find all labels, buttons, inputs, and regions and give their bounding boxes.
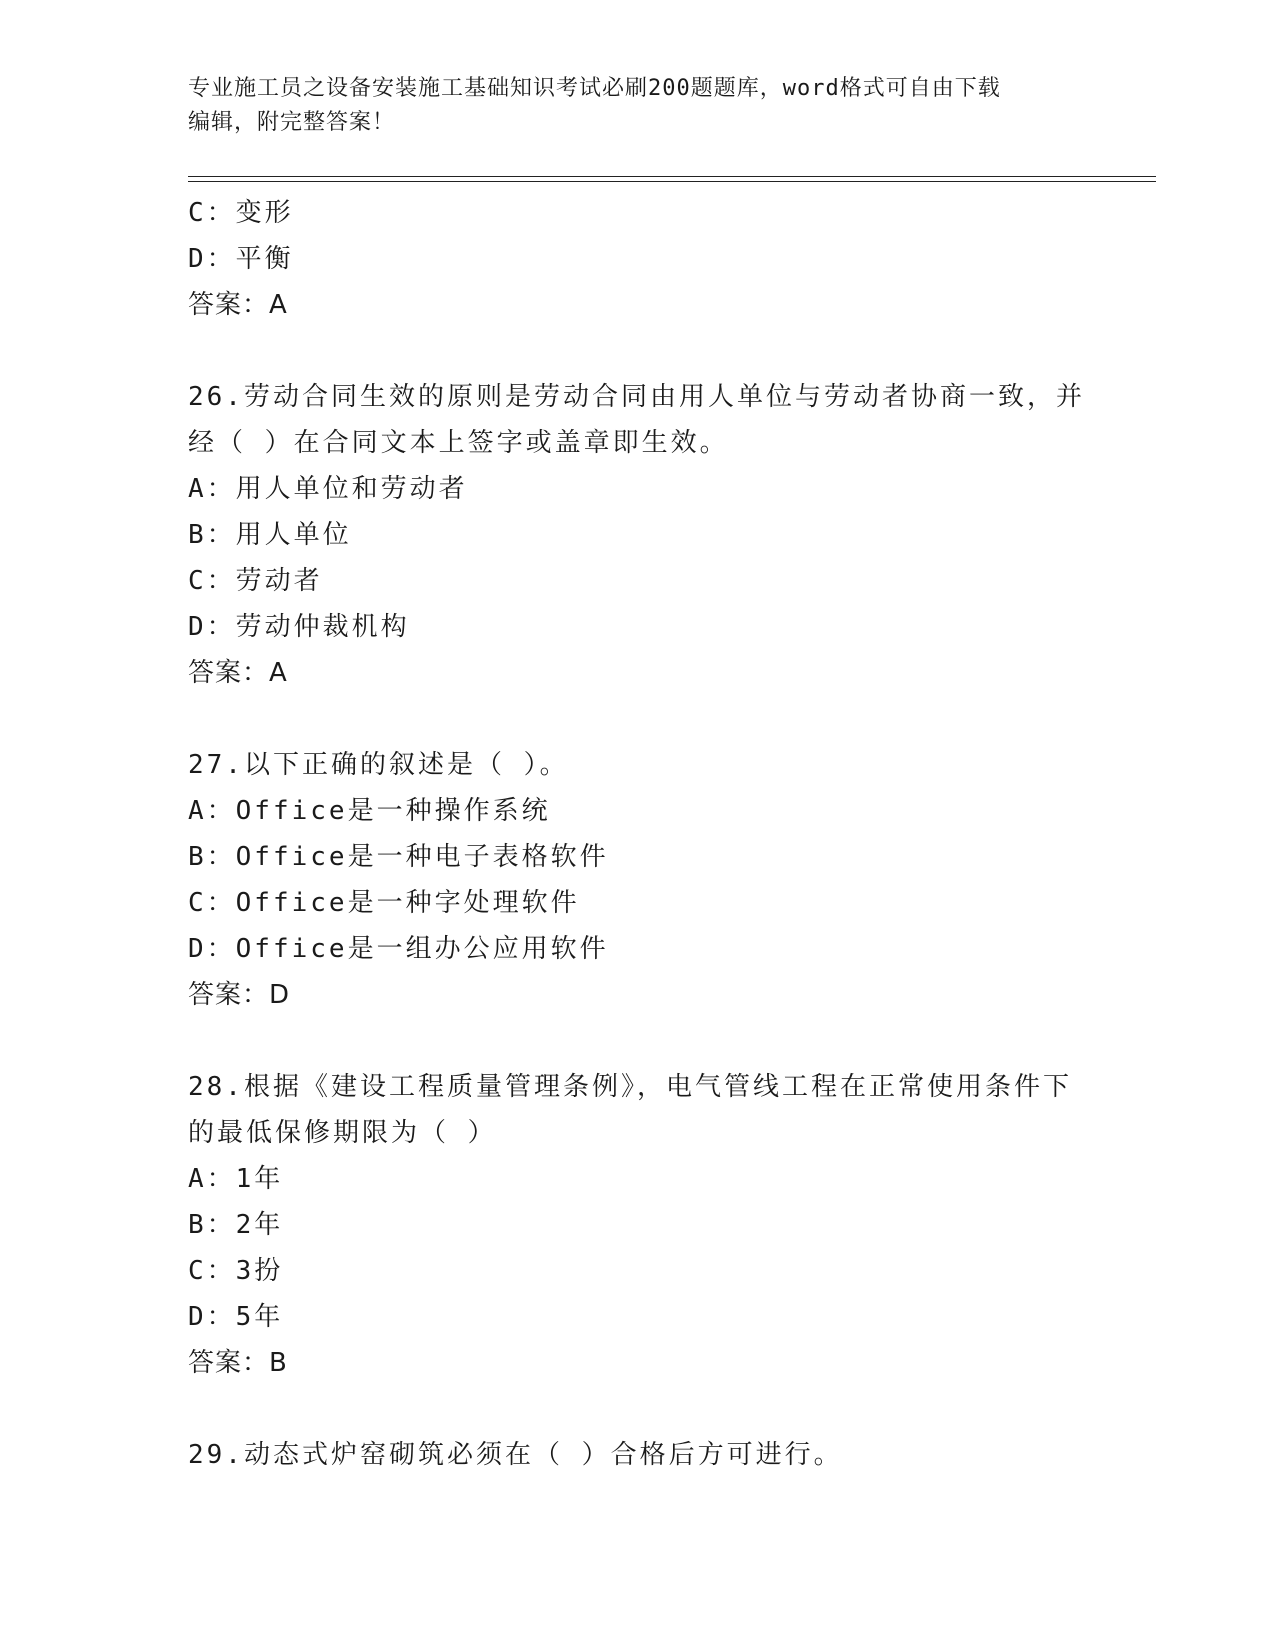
spacer bbox=[188, 1386, 1088, 1432]
option-d: D：5年 bbox=[188, 1302, 284, 1332]
question-stem: 26.劳动合同生效的原则是劳动合同由用人单位与劳动者协商一致，并 bbox=[188, 382, 1085, 412]
option-a: A：1年 bbox=[188, 1164, 284, 1194]
option-c: C：Office是一种字处理软件 bbox=[188, 888, 580, 918]
spacer bbox=[188, 696, 1088, 742]
option-c: C：3扮 bbox=[188, 1256, 284, 1286]
option-a: A：Office是一种操作系统 bbox=[188, 796, 551, 826]
question-list bbox=[188, 190, 1088, 1478]
header-line-2: 编辑，附完整答案！ bbox=[188, 110, 396, 135]
answer-line: 答案：B bbox=[188, 1348, 288, 1378]
question-27 bbox=[188, 742, 1088, 1018]
question-25-tail bbox=[188, 190, 1088, 328]
answer-line: 答案：A bbox=[188, 658, 288, 688]
document-header bbox=[188, 72, 1078, 140]
option-d: D：平衡 bbox=[188, 244, 294, 274]
option-b: B：Office是一种电子表格软件 bbox=[188, 842, 609, 872]
header-line-1: 专业施工员之设备安装施工基础知识考试必刷200题题库，word格式可自由下载 bbox=[188, 76, 1001, 101]
question-stem-continued: 经（ ）在合同文本上签字或盖章即生效。 bbox=[188, 428, 729, 458]
option-c: C：劳动者 bbox=[188, 566, 323, 596]
option-c: C：变形 bbox=[188, 198, 294, 228]
question-stem: 29.动态式炉窑砌筑必须在（ ）合格后方可进行。 bbox=[188, 1440, 843, 1470]
question-26 bbox=[188, 374, 1088, 696]
option-d: D：劳动仲裁机构 bbox=[188, 612, 410, 642]
option-b: B：用人单位 bbox=[188, 520, 352, 550]
answer-line: 答案：D bbox=[188, 980, 291, 1010]
option-b: B：2年 bbox=[188, 1210, 284, 1240]
header-divider-bottom bbox=[188, 181, 1156, 182]
question-stem: 27.以下正确的叙述是（ ）。 bbox=[188, 750, 569, 780]
spacer bbox=[188, 1018, 1088, 1064]
question-stem: 28.根据《建设工程质量管理条例》，电气管线工程在正常使用条件下 bbox=[188, 1072, 1072, 1102]
question-stem-continued: 的最低保修期限为（ ） bbox=[188, 1118, 497, 1148]
answer-line: 答案：A bbox=[188, 290, 288, 320]
question-29 bbox=[188, 1432, 1088, 1478]
option-d: D：Office是一组办公应用软件 bbox=[188, 934, 609, 964]
question-28 bbox=[188, 1064, 1088, 1386]
option-a: A：用人单位和劳动者 bbox=[188, 474, 468, 504]
header-divider-top bbox=[188, 176, 1156, 177]
spacer bbox=[188, 328, 1088, 374]
